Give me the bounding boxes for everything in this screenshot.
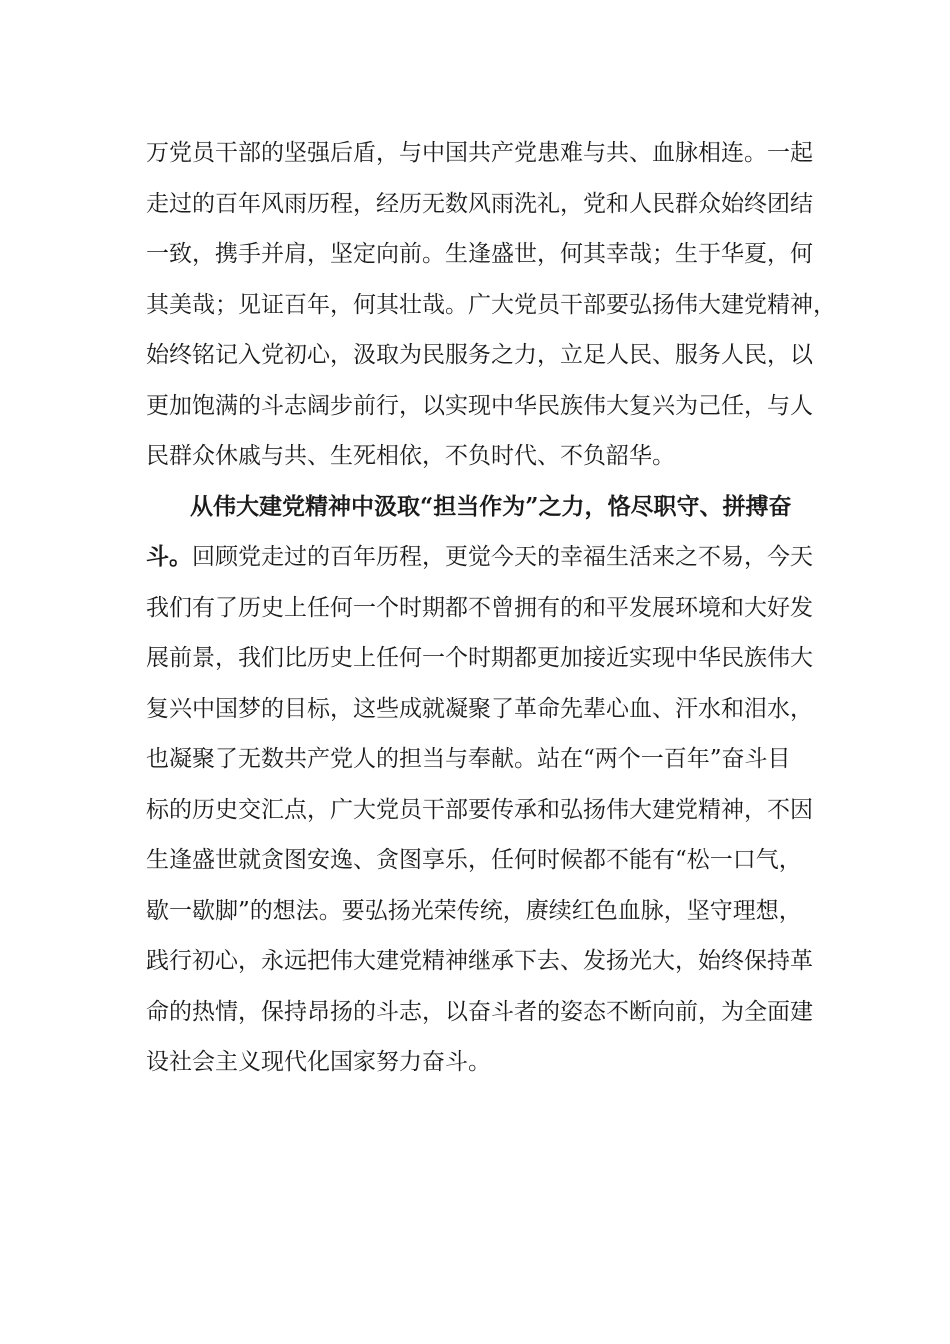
text-line: 一致，携手并肩，坚定向前。生逢盛世，何其幸哉；生于华夏，何 (146, 241, 813, 267)
text-line: 设社会主义现代化国家努力奋斗。 (146, 1049, 491, 1075)
text-line: 也凝聚了无数共产党人的担当与奉献。站在“两个一百年”奋斗目 (146, 746, 791, 772)
text-line: 展前景，我们比历史上任何一个时期都更加接近实现中华民族伟大 (146, 645, 813, 671)
section-heading: 从伟大建党精神中汲取“担当作为”之力，恪尽职守、拼搏奋 (190, 492, 792, 520)
paragraph-2 (146, 482, 813, 1088)
text-line: 民群众休戚与共、生死相依，不负时代、不负韶华。 (146, 443, 675, 469)
text-line: 复兴中国梦的目标，这些成就凝聚了革命先辈心血、汗水和泪水， (146, 695, 813, 722)
document-body (146, 128, 836, 1088)
text-line: 走过的百年风雨历程，经历无数风雨洗礼，党和人民群众始终团结 (146, 190, 813, 217)
text-line: 万党员干部的坚强后盾，与中国共产党患难与共、血脉相连。一起 (146, 140, 813, 166)
text-line: 更加饱满的斗志阔步前行，以实现中华民族伟大复兴为己任，与人 (146, 392, 813, 419)
text-line: 歇一歇脚”的想法。要弘扬光荣传统，赓续红色血脉，坚守理想， (146, 897, 802, 924)
text-line: 始终铭记入党初心，汲取为民服务之力，立足人民、服务人民，以 (146, 342, 813, 368)
paragraph-1 (146, 128, 836, 482)
text-line (146, 532, 813, 583)
text-line: 其美哉；见证百年，何其壮哉。广大党员干部要弘扬伟大建党精神， (146, 291, 836, 318)
section-heading-end: 斗。 (146, 543, 192, 570)
text-line: 践行初心，永远把伟大建党精神继承下去、发扬光大，始终保持革 (146, 948, 813, 974)
text-line: 命的热情，保持昂扬的斗志，以奋斗者的姿态不断向前，为全面建 (146, 998, 813, 1025)
text-line: 我们有了历史上任何一个时期都不曾拥有的和平发展环境和大好发 (146, 594, 813, 621)
text-line-rest: 回顾党走过的百年历程，更觉今天的幸福生活来之不易，今天 (192, 544, 813, 570)
text-line: 标的历史交汇点，广大党员干部要传承和弘扬伟大建党精神，不因 (146, 796, 813, 823)
text-line: 生逢盛世就贪图安逸、贪图享乐，任何时候都不能有“松一口气， (146, 847, 802, 873)
